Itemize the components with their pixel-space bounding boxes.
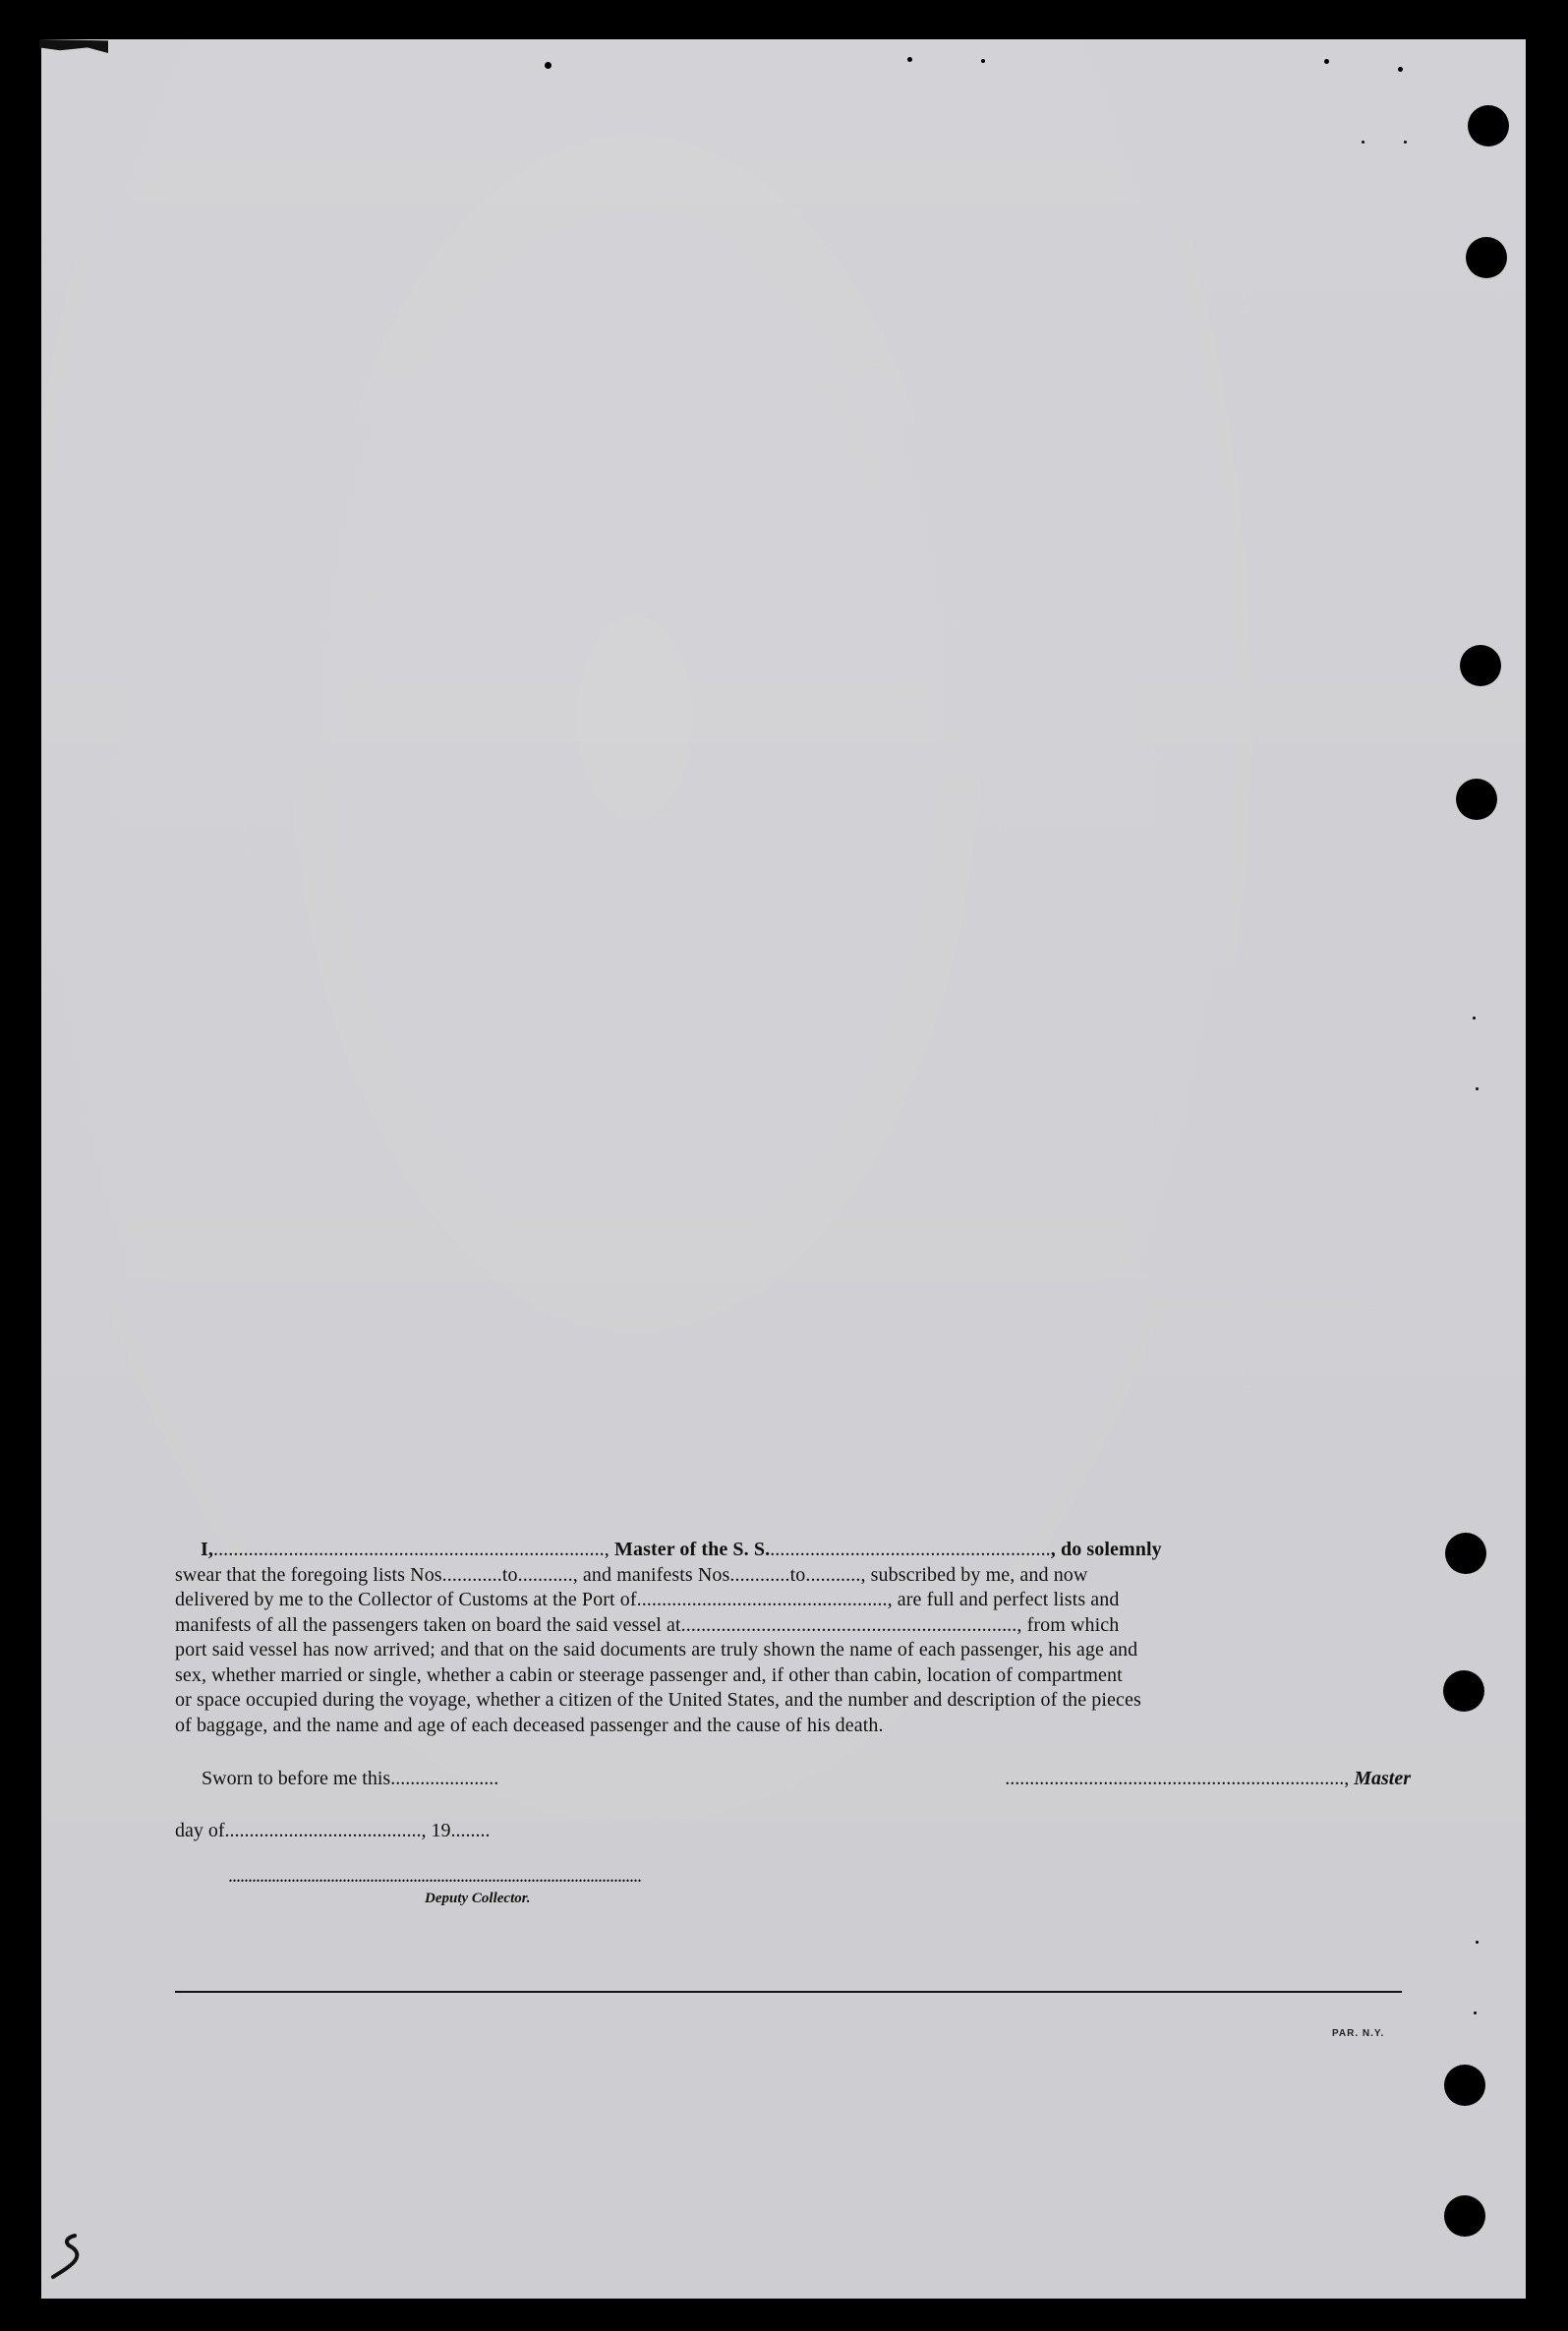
speck: [1324, 59, 1329, 64]
punch-hole: [1444, 2065, 1485, 2106]
oath-vessel-blank: ........................................................: [770, 1539, 1051, 1560]
oath-master-label: Master of the S. S.: [614, 1539, 771, 1560]
printer-mark: PAR. N.Y.: [1332, 2028, 1385, 2039]
oath-name-blank: ..............................................................................: [212, 1539, 605, 1560]
deputy-signature-blank: .........................................................................................................: [228, 1865, 641, 1887]
oath-line-3: delivered by me to the Collector of Customs at the Port of.................................................., are full and perfect lists and: [175, 1589, 1120, 1610]
speck: [981, 59, 985, 63]
speck: [1473, 1017, 1476, 1020]
oath-line-2: swear that the foregoing lists Nos............to..........., and manifests Nos............to..........., subscribed by me, and now: [175, 1563, 1088, 1586]
punch-hole: [1456, 779, 1497, 820]
speck: [1474, 2011, 1477, 2014]
deputy-collector-label: Deputy Collector.: [425, 1891, 531, 1906]
master-signature-label: Master: [1354, 1768, 1411, 1789]
oath-solemnly: , do solemnly: [1050, 1539, 1162, 1560]
punch-hole: [1444, 2195, 1485, 2237]
speck: [907, 57, 912, 62]
speck: [1476, 1087, 1479, 1090]
punch-hole: [1468, 105, 1509, 146]
punch-hole: [1445, 1533, 1486, 1574]
punch-hole: [1460, 645, 1501, 686]
speck: [1476, 1941, 1479, 1944]
speck: [1362, 141, 1365, 144]
master-signature: [1005, 1768, 1411, 1790]
oath-i: I,: [201, 1539, 213, 1560]
punch-hole: [1443, 1670, 1484, 1712]
oath-paragraph: [175, 1538, 1412, 1738]
day-of-text: day of........................................, 19........: [175, 1820, 491, 1841]
oath-line-1: I,.............................................................................., Master of the S. S........................................................., do solemnly: [201, 1539, 1162, 1560]
sworn-before-text: Sworn to before me this......................: [202, 1768, 499, 1789]
oath-line-7: or space occupied during the voyage, whether a citizen of the United States, and the number and description of the pieces: [175, 1689, 1141, 1711]
speck: [1404, 141, 1407, 144]
punch-hole: [1466, 237, 1507, 278]
master-signature-blank: .....................................................................,: [1005, 1768, 1350, 1789]
oath-line-5: port said vessel has now arrived; and that on the said documents are truly shown the name of each passenger, his age and: [175, 1639, 1138, 1661]
speck: [1398, 67, 1403, 72]
oath-line-8: of baggage, and the name and age of each deceased passenger and the cause of his death.: [175, 1714, 884, 1736]
oath-line-4: manifests of all the passengers taken on board the said vessel at..................................................................., from which: [175, 1613, 1120, 1636]
speck: [545, 62, 552, 69]
document-page: [41, 39, 1526, 2299]
oath-line-6: sex, whether married or single, whether a cabin or steerage passenger and, if other than cabin, location of compartment: [175, 1663, 1123, 1686]
handwritten-mark-icon: [47, 2230, 106, 2289]
horizontal-rule: [175, 1991, 1402, 1993]
